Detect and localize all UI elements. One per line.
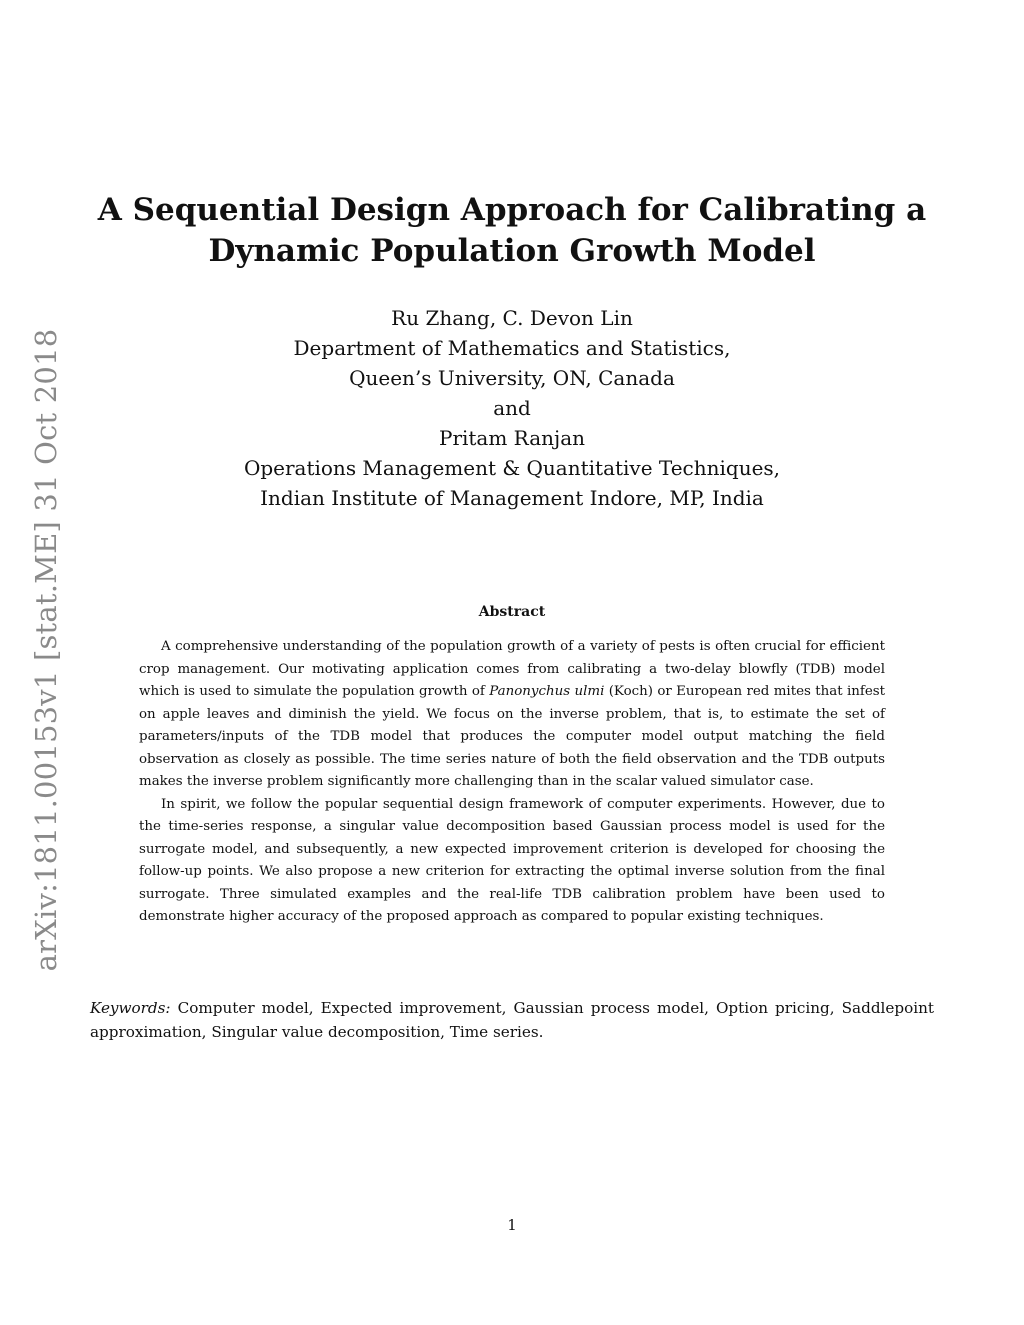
abstract-paragraph-1 [139, 636, 885, 794]
author-names-1: Ru Zhang, C. Devon Lin [391, 306, 633, 330]
arxiv-identifier-stamp: arXiv:1811.00153v1 [stat.ME] 31 Oct 2018 [29, 328, 63, 972]
abstract-species-name: Panonychus ulmi [489, 684, 605, 699]
abstract-body [139, 636, 885, 929]
paper-title-line-1: A Sequential Design Approach for Calibrating a [97, 192, 927, 228]
affiliation-university-1: Queen’s University, ON, Canada [349, 366, 675, 390]
paper-title [80, 190, 944, 272]
affiliation-university-2: Indian Institute of Management Indore, MP, India [260, 486, 764, 510]
page-number: 1 [507, 1216, 517, 1234]
abstract-p1-text-b: (Koch) or European red mites that infest on apple leaves and diminish the yield. We focus on the inverse problem, that is, to estimate the set of parameters/inputs of the TDB model that produces the computer model output matching the field observation as closely as possible. The time series nature of both the field observation and the TDB outputs makes the inverse problem significantly more challenging than in the scalar valued simulator case. [139, 684, 886, 789]
keywords-section [90, 996, 934, 1044]
keywords-list: Computer model, Expected improvement, Gaussian process model, Option pricing, Saddlepoint approximation, Singular value decomposition, Time series. [90, 999, 934, 1041]
affiliation-department-2: Operations Management & Quantitative Techniques, [243, 456, 781, 480]
affiliation-department-1: Department of Mathematics and Statistics, [293, 336, 731, 360]
author-conjunction: and [493, 396, 531, 420]
author-names-2: Pritam Ranjan [438, 426, 586, 450]
author-block [100, 303, 924, 513]
abstract-p1-text-a: A comprehensive understanding of the population growth of a variety of pests is often crucial for efficient crop management. Our motivating application comes from calibrating a two-delay blowfly (TDB) model which is used to simulate the population growth of [139, 639, 885, 699]
keywords-label: Keywords: [90, 999, 171, 1017]
abstract-paragraph-2: In spirit, we follow the popular sequential design framework of computer experiments. However, due to the time-series response, a singular value decomposition based Gaussian process model is used for the surrogate model, and subsequently, a new expected improvement criterion is developed for choosing the follow-up points. We also propose a new criterion for extracting the optimal inverse solution from the final surrogate. Three simulated examples and the real-life TDB calibration problem have been used to demonstrate higher accuracy of the proposed approach as compared to popular existing techniques. [139, 796, 885, 924]
paper-title-line-2: Dynamic Population Growth Model [208, 233, 816, 269]
abstract-heading: Abstract [478, 604, 546, 620]
